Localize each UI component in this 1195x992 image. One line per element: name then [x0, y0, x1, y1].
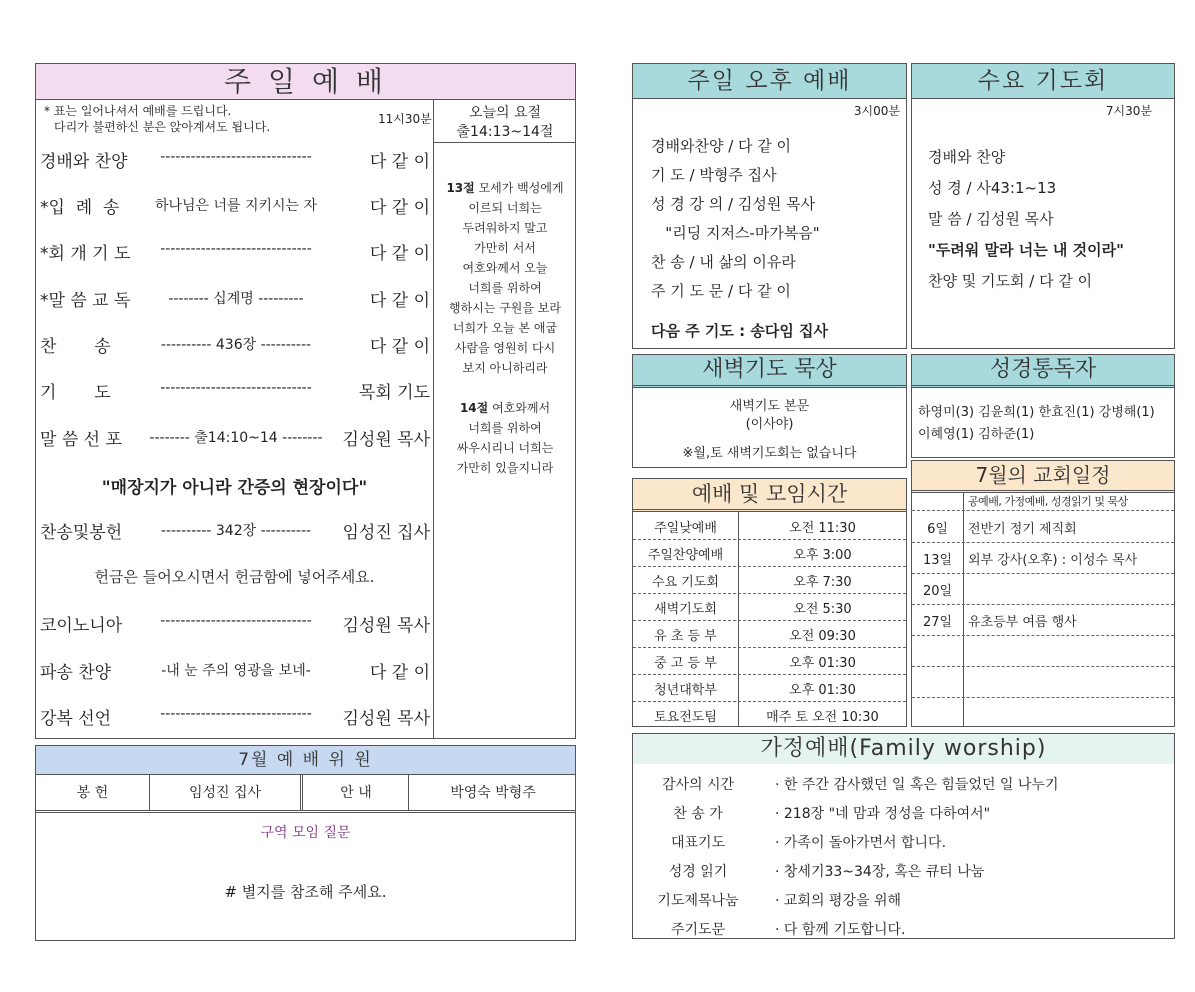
meeting-name: 유 초 등 부 — [654, 629, 717, 644]
order-item: 찬 송 / 내 삶의 이유라 — [651, 253, 796, 271]
family-worship-label: 기도제목나눔 — [657, 893, 739, 909]
verse-line: 너희를 위하여 — [468, 281, 542, 295]
calendar-row — [912, 697, 1174, 728]
order-detail: ------------------------------ — [160, 241, 312, 257]
meeting-time: 매주 토 오전 10:30 — [766, 710, 879, 725]
worship-order-row — [40, 332, 432, 356]
verse-13-number: 13절 — [446, 181, 475, 195]
order-leader: 다 같 이 — [369, 244, 430, 264]
wednesday-time: 7시30분 — [1105, 104, 1152, 118]
sunday-service-title: 주 일 예 배 — [36, 64, 575, 100]
family-worship-label: 주기도문 — [670, 922, 726, 938]
order-item: 성 경 / 사43:1~13 — [928, 179, 1057, 197]
meeting-name: 주일찬양예배 — [647, 548, 724, 563]
dawn-line: 새벽기도 본문 — [729, 399, 810, 414]
committee-title: 7월 예 배 위 원 — [36, 746, 575, 775]
committee-row — [36, 774, 575, 813]
verse-line: 여호와께서 — [492, 401, 551, 415]
church-calendar-panel — [911, 460, 1175, 727]
order-item: 기 도 / 박형주 집사 — [651, 166, 777, 184]
times-row — [633, 647, 906, 675]
order-detail: ---------- 342장 ---------- — [160, 523, 312, 539]
usher-name: 박영숙 박형주 — [450, 785, 536, 801]
verse-title: 오늘의 요절 — [468, 105, 542, 121]
times-row — [633, 566, 906, 594]
family-worship-text: · 한 주간 감사했던 일 혹은 힘들었던 일 나누기 — [775, 777, 1059, 793]
family-worship-row — [633, 770, 1174, 799]
verse-line: 가만히 있을지니라 — [456, 461, 554, 475]
calendar-day: 20일 — [922, 584, 953, 599]
family-worship-row — [633, 857, 1174, 886]
sunday-service-panel — [35, 63, 576, 739]
order-item: 주 기 도 문 / 다 같 이 — [651, 282, 791, 300]
calendar-day: 6일 — [927, 522, 948, 537]
family-worship-text: · 가족이 돌아가면서 합니다. — [775, 835, 947, 851]
standing-note: * 표는 일어나셔서 예배를 드립니다. — [44, 104, 232, 118]
meeting-time: 오후 01:30 — [789, 683, 856, 698]
verse-line: 여호와께서 오늘 — [462, 261, 548, 275]
calendar-event: 전반기 정기 제직회 — [968, 522, 1077, 537]
verse-line: 두려워하지 말고 — [462, 221, 548, 235]
reader-line: 이혜영(1) 김하준(1) — [918, 427, 1035, 442]
verse-line: 행하시는 구원을 보라 — [449, 301, 561, 315]
order-item: 찬양 및 기도회 / 다 같 이 — [928, 272, 1093, 290]
verse-line: 사람을 영원히 다시 — [454, 341, 556, 355]
order-leader: 목회 기도 — [358, 383, 430, 403]
verse-line: 너희가 오늘 본 애굽 — [452, 321, 558, 335]
order-detail: ---------- 436장 ---------- — [160, 337, 312, 353]
wednesday-order — [928, 142, 1124, 297]
times-row — [633, 701, 906, 728]
order-detail: -내 눈 주의 영광을 보네- — [161, 663, 311, 679]
bible-reading-panel — [911, 354, 1175, 458]
order-item: 경배와 찬양 — [928, 148, 1006, 166]
calendar-row — [912, 542, 1174, 574]
family-worship-label: 성경 읽기 — [668, 864, 728, 880]
afternoon-order — [651, 132, 820, 306]
order-detail: ------------------------------ — [160, 706, 312, 722]
order-detail: -------- 십계명 --------- — [168, 291, 304, 307]
worship-order-row — [40, 425, 432, 449]
dawn-line: ※월,토 새벽기도회는 없습니다 — [682, 446, 857, 461]
verse-line: 모세가 백성에게 — [478, 181, 564, 195]
verse-line: 이르되 너희는 — [468, 201, 542, 215]
order-item: "두려워 말라 너는 내 것이라" — [928, 241, 1124, 259]
order-label: 파송 찬양 — [40, 663, 112, 683]
verse-line: 너희를 위하여 — [468, 421, 542, 435]
times-row — [633, 512, 906, 540]
worship-times-panel — [632, 478, 907, 727]
family-worship-panel — [632, 733, 1175, 939]
family-worship-row — [633, 886, 1174, 915]
family-worship-title: 가정예배(Family worship) — [633, 734, 1174, 764]
order-label: 찬 송 — [40, 337, 111, 357]
family-worship-text: · 교회의 평강을 위해 — [775, 893, 901, 909]
afternoon-title: 주일 오후 예배 — [633, 64, 906, 99]
calendar-row — [912, 635, 1174, 667]
calendar-row — [912, 511, 1174, 543]
order-leader: 다 같 이 — [369, 198, 430, 218]
calendar-row — [912, 604, 1174, 636]
verse-reference: 출14:13~14절 — [456, 124, 554, 140]
service-time: 11시30분 — [378, 112, 432, 126]
calendar-title: 7월의 교회일정 — [912, 461, 1174, 493]
bible-reading-title: 성경통독자 — [912, 355, 1174, 388]
order-label: *말 씀 교 독 — [40, 291, 131, 311]
times-row — [633, 674, 906, 702]
dawn-line: (이사야) — [745, 417, 794, 432]
family-worship-label: 대표기도 — [670, 835, 726, 851]
calendar-row — [912, 573, 1174, 605]
group-meeting-note: # 별지를 참조해 주세요. — [224, 883, 387, 901]
offering-note: 헌금은 들어오시면서 헌금함에 넣어주세요. — [94, 568, 375, 586]
calendar-day: 13일 — [922, 553, 953, 568]
meeting-name: 중 고 등 부 — [654, 656, 717, 671]
times-row — [633, 539, 906, 567]
calendar-row — [912, 666, 1174, 698]
calendar-event: 외부 강사(오후) : 이성수 목사 — [968, 553, 1138, 568]
family-worship-label: 감사의 시간 — [661, 777, 735, 793]
calendar-day: 27일 — [922, 615, 953, 630]
order-leader: 김성원 목사 — [342, 616, 430, 636]
meeting-time: 오전 5:30 — [793, 602, 852, 617]
divider — [300, 774, 303, 810]
family-worship-row — [633, 799, 1174, 828]
seated-note: 다리가 불편하신 분은 앉아계셔도 됩니다. — [54, 120, 271, 134]
order-leader: 다 같 이 — [369, 663, 430, 683]
order-detail: -------- 출14:10~14 -------- — [149, 430, 323, 446]
verse-line: 싸우시리니 너희는 — [456, 441, 554, 455]
order-label: 경배와 찬양 — [40, 152, 128, 172]
verse-line: 보지 아니하리라 — [462, 361, 548, 375]
order-label: *입 례 송 — [40, 198, 120, 218]
verse-header-line — [434, 142, 575, 143]
order-leader: 김성원 목사 — [342, 709, 430, 729]
order-item: "리딩 지저스-마가복음" — [651, 224, 820, 242]
order-item: 성 경 강 의 / 김성원 목사 — [651, 195, 816, 213]
meeting-name: 주일낮예배 — [654, 521, 717, 536]
meeting-time: 오전 11:30 — [789, 521, 856, 536]
dawn-prayer-panel — [632, 354, 907, 468]
meeting-name: 청년대학부 — [654, 683, 717, 698]
wednesday-title: 수요 기도회 — [912, 64, 1174, 99]
meeting-name: 수요 기도회 — [652, 575, 719, 590]
next-prayer: 다음 주 기도 : 송다임 집사 — [651, 322, 829, 340]
reader-line: 하영미(3) 김윤희(1) 한효진(1) 강병해(1) — [918, 405, 1155, 420]
worship-order-row — [40, 518, 432, 542]
order-leader: 다 같 이 — [369, 337, 430, 357]
worship-order-row — [40, 704, 432, 728]
family-worship-row — [633, 828, 1174, 857]
order-label: 강복 선언 — [40, 709, 112, 729]
family-worship-label: 찬 송 가 — [673, 806, 723, 822]
family-worship-text: · 창세기33~34장, 혹은 큐티 나눔 — [775, 864, 985, 880]
meeting-time: 오후 3:00 — [793, 548, 852, 563]
order-item: 경배와찬양 / 다 같 이 — [651, 137, 792, 155]
worship-order-row — [40, 658, 432, 682]
worship-order-row — [40, 239, 432, 263]
order-item: 말 씀 / 김성원 목사 — [928, 210, 1054, 228]
order-label: *회 개 기 도 — [40, 244, 131, 264]
sermon-title: "매장지가 아니라 간증의 현장이다" — [101, 478, 368, 498]
afternoon-service-panel — [632, 63, 907, 349]
worship-times-title: 예배 및 모임시간 — [633, 479, 906, 512]
calendar-header: 공예배, 가정예배, 성경읽기 및 묵상 — [968, 495, 1128, 508]
worship-committee-panel — [35, 745, 576, 941]
meeting-time: 오후 01:30 — [789, 656, 856, 671]
order-detail: ------------------------------ — [160, 613, 312, 629]
order-label: 말 씀 선 포 — [40, 430, 122, 450]
order-leader: 다 같 이 — [369, 291, 430, 311]
meeting-time: 오전 09:30 — [789, 629, 856, 644]
dawn-title: 새벽기도 묵상 — [633, 355, 906, 388]
worship-order-row — [40, 193, 432, 217]
verse-line: 가만히 서서 — [474, 241, 536, 255]
family-worship-text: · 218장 "네 맘과 정성을 다하여서" — [775, 806, 991, 822]
wednesday-prayer-panel — [911, 63, 1175, 349]
calendar-event: 유초등부 여름 행사 — [968, 615, 1077, 630]
family-worship-row — [633, 915, 1174, 944]
order-label: 기 도 — [40, 383, 111, 403]
order-leader: 다 같 이 — [369, 152, 430, 172]
order-label: 찬송및봉헌 — [40, 523, 123, 543]
order-detail: 하나님은 너를 지키시는 자 — [154, 198, 318, 214]
meeting-time: 오후 7:30 — [793, 575, 852, 590]
usher-label: 안 내 — [340, 785, 372, 801]
group-meeting-title: 구역 모임 질문 — [260, 825, 351, 841]
verse-13 — [434, 178, 576, 478]
afternoon-time: 3시00분 — [853, 104, 900, 118]
order-leader: 임성진 집사 — [342, 523, 430, 543]
worship-order-row — [40, 378, 432, 402]
offering-label: 봉 헌 — [76, 785, 109, 801]
order-detail: ------------------------------ — [160, 380, 312, 396]
meeting-name: 토요전도팀 — [654, 710, 717, 725]
order-detail: ------------------------------ — [160, 149, 312, 165]
verse-14-number: 14절 — [459, 401, 489, 415]
worship-order-row — [40, 147, 432, 171]
worship-order-row — [40, 611, 432, 635]
meeting-name: 새벽기도회 — [654, 602, 717, 617]
order-leader: 김성원 목사 — [342, 430, 430, 450]
family-worship-text: · 다 함께 기도합니다. — [775, 922, 906, 938]
offering-name: 임성진 집사 — [188, 785, 262, 801]
times-row — [633, 620, 906, 648]
worship-order-row — [40, 286, 432, 310]
times-row — [633, 593, 906, 621]
order-label: 코이노니아 — [40, 616, 123, 636]
